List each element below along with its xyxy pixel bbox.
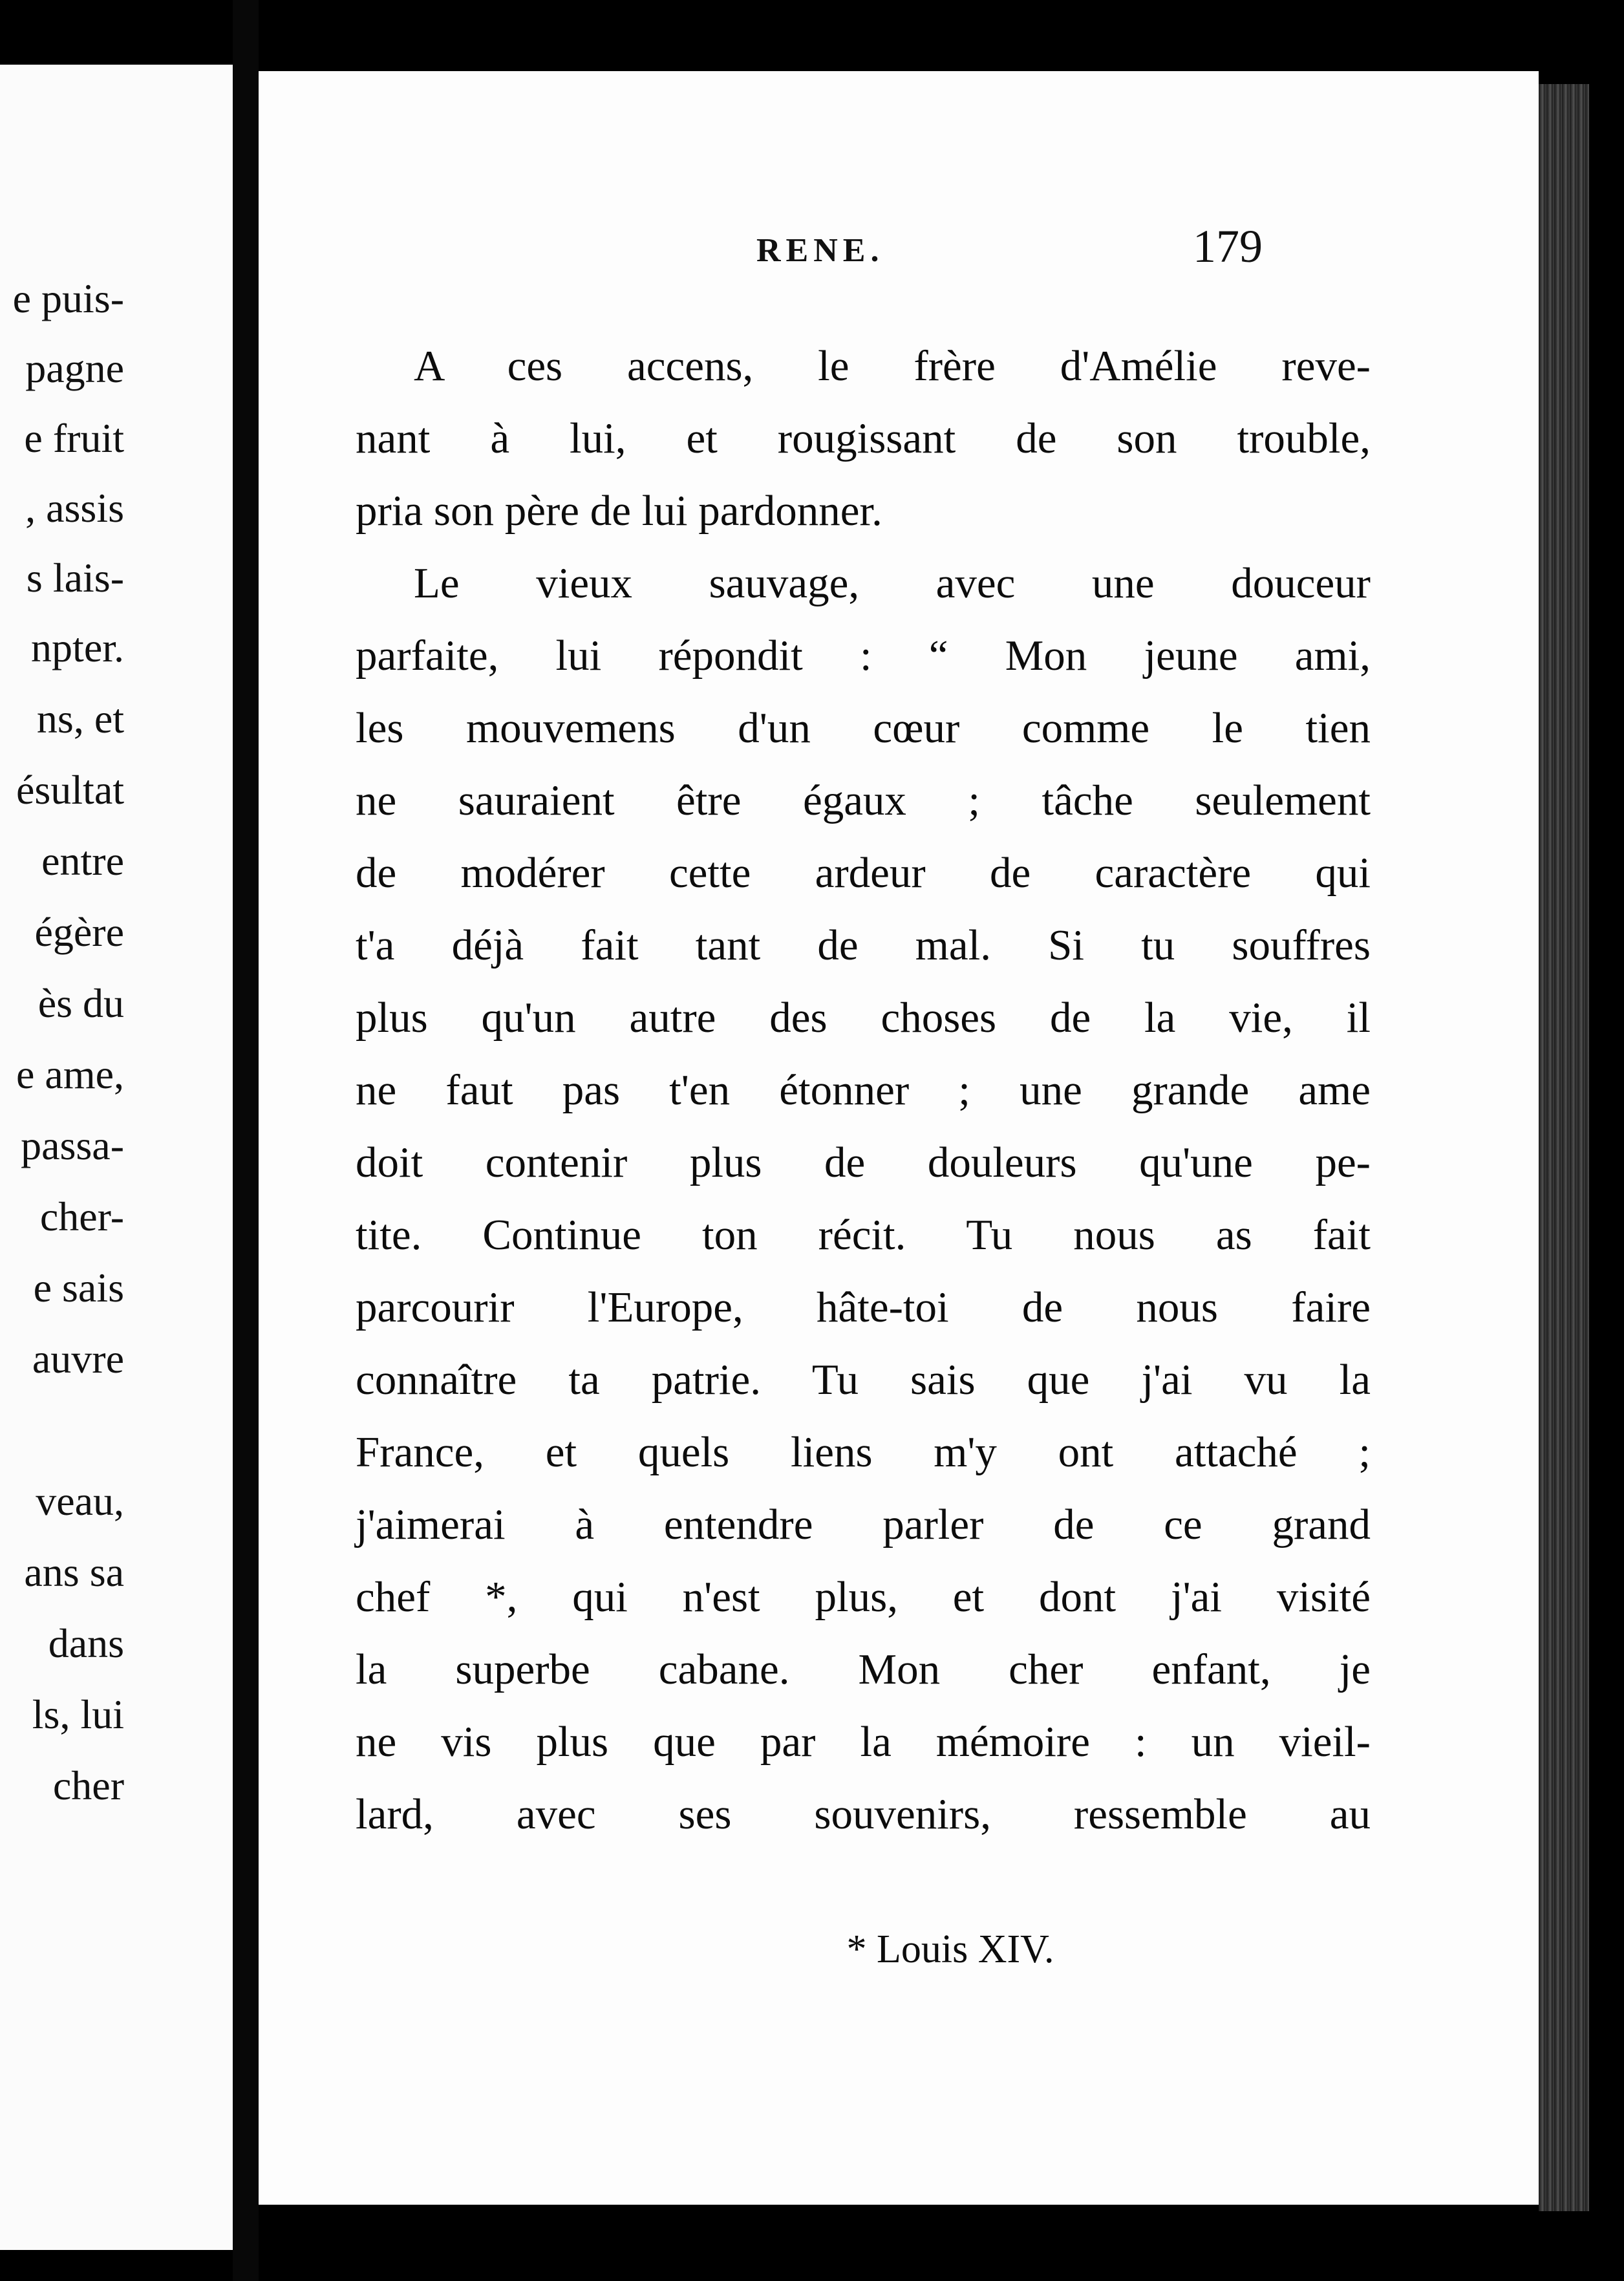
page-edges: [1539, 84, 1589, 2211]
book-gutter: [233, 0, 259, 2281]
text-line: doit contenir plus de douleurs qu'une pe-: [356, 1139, 1371, 1186]
footnote: * Louis XIV.: [846, 1927, 1054, 1971]
text-line: j'aimerai à entendre parler de ce grand: [356, 1501, 1371, 1548]
left-fragment: pagne: [25, 345, 124, 391]
text-line: connaître ta patrie. Tu sais que j'ai vu la: [356, 1356, 1371, 1404]
left-fragment: e ame,: [16, 1051, 124, 1097]
right-page: [259, 71, 1539, 2205]
text-line: ne vis plus que par la mémoire : un vieil-: [356, 1718, 1371, 1766]
left-fragment: passa-: [21, 1122, 124, 1168]
text-line: parfaite, lui répondit : “ Mon jeune ami,: [356, 632, 1371, 680]
page-number: 179: [1193, 220, 1263, 272]
body-text: [356, 330, 1371, 1850]
text-line: plus qu'un autre des choses de la vie, il: [356, 994, 1371, 1042]
left-fragment: s lais-: [26, 555, 124, 601]
text-line: ne faut pas t'en étonner ; une grande ame: [356, 1066, 1371, 1114]
text-line: de modérer cette ardeur de caractère qui: [356, 849, 1371, 897]
text-line: ne sauraient être égaux ; tâche seulement: [356, 776, 1371, 824]
left-fragment: ls, lui: [32, 1691, 124, 1737]
text-line: Le vieux sauvage, avec une douceur: [414, 559, 1371, 607]
left-fragment: cher-: [39, 1194, 124, 1239]
page-header: [259, 168, 1539, 272]
text-line: pria son père de lui pardonner.: [356, 487, 882, 535]
text-line: lard, avec ses souvenirs, ressemble au: [356, 1790, 1371, 1838]
text-line: parcourir l'Europe, hâte-toi de nous faire: [356, 1283, 1371, 1331]
left-fragment: auvre: [32, 1336, 124, 1382]
text-line: nant à lui, et rougissant de son trouble,: [356, 414, 1371, 462]
left-fragment: ans sa: [24, 1549, 124, 1595]
text-line: t'a déjà fait tant de mal. Si tu souffres: [356, 921, 1371, 969]
text-line: la superbe cabane. Mon cher enfant, je: [356, 1645, 1371, 1693]
running-head: RENE.: [756, 232, 884, 269]
text-line: France, et quels liens m'y ont attaché ;: [356, 1428, 1371, 1476]
left-facing-page: [0, 65, 233, 2250]
left-fragment: e fruit: [24, 415, 124, 461]
left-fragment: veau,: [36, 1478, 124, 1524]
left-fragment: dans: [48, 1620, 124, 1666]
text-line: chef *, qui n'est plus, et dont j'ai visité: [356, 1573, 1371, 1621]
left-fragment: e puis-: [12, 275, 124, 321]
left-fragment: npter.: [31, 625, 124, 670]
left-fragment: e sais: [33, 1265, 124, 1311]
left-fragment: cher: [52, 1762, 124, 1808]
left-fragment: , assis: [25, 485, 124, 531]
left-fragment: égère: [34, 909, 124, 955]
text-line: A ces accens, le frère d'Amélie reve-: [414, 342, 1371, 390]
left-fragment: entre: [41, 838, 124, 884]
left-fragment: ès du: [37, 980, 124, 1026]
text-line: les mouvemens d'un cœur comme le tien: [356, 704, 1371, 752]
left-fragment: ésultat: [16, 767, 124, 813]
text-line: tite. Continue ton récit. Tu nous as fait: [356, 1211, 1371, 1259]
left-fragment: ns, et: [36, 696, 124, 742]
